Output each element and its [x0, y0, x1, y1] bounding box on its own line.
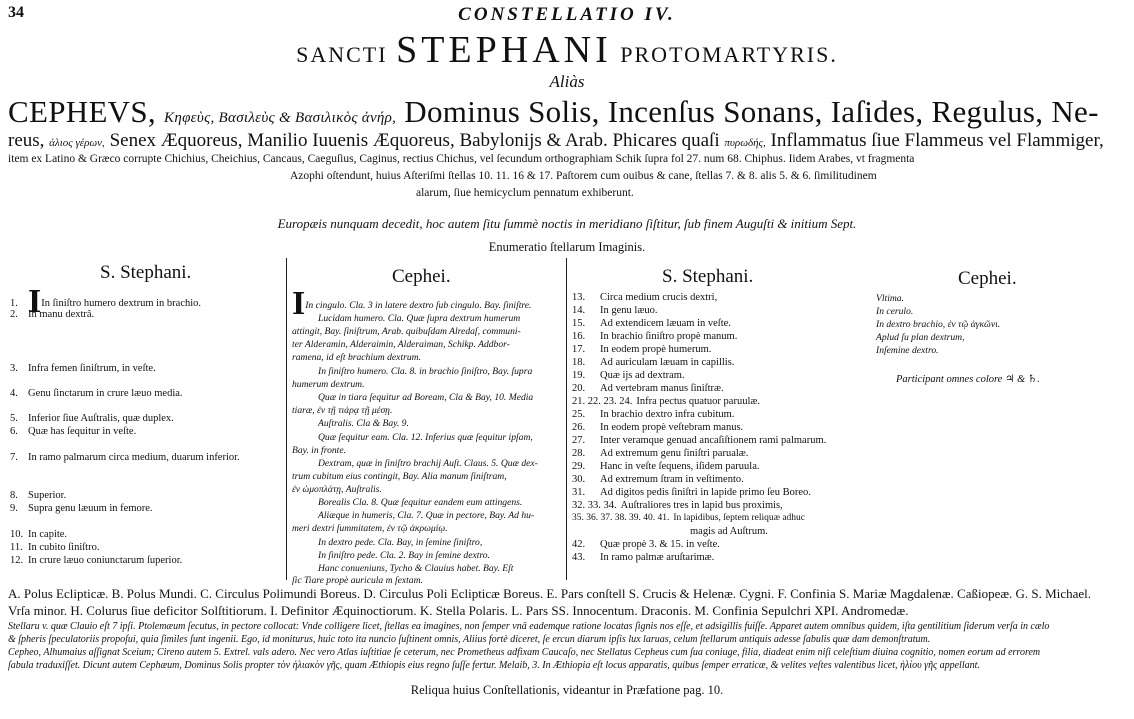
names-line2-start: reus, [8, 130, 45, 151]
column-divider [566, 258, 567, 580]
names-line-1 [8, 94, 1099, 130]
list-item: 13. Circa medium crucis dextri, [572, 292, 718, 303]
names-line-5: alarum, ſiue hemicyclum pennatum exhiberunt. [416, 187, 634, 199]
col4-heading: Cephei. [958, 268, 1017, 289]
citation-line: ἐν ὠμοπλάτῃ, Auſtralis. [292, 484, 382, 495]
names-line2-rest: Senex Æquoreus, Manilio Iuuenis Æquoreus, Babylonijs & Arab. Phicares quaſi [109, 130, 720, 151]
col2-heading: Cephei. [392, 266, 451, 287]
names-line-2 [8, 130, 1104, 152]
list-item: 21. 22. 23. 24. Infra pectus quatuor paruulæ. [572, 396, 761, 407]
note-line: Stellaru v. quæ Clauio eſt 7 ipſi. Ptolemæum ſecutus, in pectore collocat: Vnde colligere licet, ſtellas ea imagines, non ſemper vnâ eademque ratione locatas ſignis nos eſſe, et adsigillis fuiſſe. Apparet autem omnibus quidem, iſta gentilitium ſiderum verſa in cælo [8, 621, 1050, 632]
citation-line: Hanc conueniuns, Tycho & Clauius habet. Bay. Eſt [318, 563, 514, 574]
citation-line: humerum dextrum. [292, 379, 365, 390]
citation-line: IIn cingulo. Cla. 3 in latere dextro ſub cingulo. Bay. ſiniſtre. [292, 285, 532, 322]
name-cepheus: CEPHEVS, [8, 94, 156, 129]
citation-line: Dextram, quæ in ſiniſtro brachij Auſt. Claus. 5. Quæ dex- [318, 458, 538, 469]
list-item: 43. In ramo palmæ aruſtarimæ. [572, 552, 715, 563]
note-line: Cepheo, Alhumaius aſſignat Sceium; Cireno autem 5. Extrel. vals adero. Nec vero Atlas iuſtitiae ſe ceterum, nec Prometheus adfixam Caucaſo, nec Stellatus Cepheus cum ſua coniuge, filia, diadeat enim niſi celeſtium diuina cognitio, nomen eorum ad errorem [8, 647, 1041, 658]
list-item: 28. Ad extremum genu ſiniſtri parualæ. [572, 448, 749, 459]
greek-names-2: ἀλιος γέρων, [49, 137, 105, 149]
greek-names-3: πυρωδής, [724, 137, 766, 149]
list-item: 15. Ad extendicem læuam in veſte. [572, 318, 731, 329]
list-item: 11. In cubito ſiniſtro. [10, 542, 100, 553]
citation-line: Lucidam humero. Cla. Quæ ſupra dextrum humerum [318, 313, 521, 324]
greek-names: Κηφεὺς, Βασιλεὺς & Βασιλικὸς ἀνήρ, [164, 110, 397, 126]
citation-line: ramena, id eſt brachium dextrum. [292, 352, 421, 363]
citation-line: Borealis Cla. 8. Quæ ſequitur eandem eum attingens. [318, 497, 523, 508]
page-title [0, 28, 1134, 72]
citation-line: Quæ ſequitur eam. Cla. 12. Inferius quæ ſequitur ipſam, [318, 432, 533, 443]
citation-line: attingit, Bay. ſiniſtrum, Arab. quibuſdam Alredaſ, communi- [292, 326, 521, 337]
col1-heading: S. Stephani. [100, 262, 192, 283]
list-item: 6. Quæ has ſequitur in veſte. [10, 426, 137, 437]
list-item: 2. In manu dextrâ. [10, 309, 95, 320]
citation-line: trum cubitum eius contingit, Bay. Alia manum ſiniſtram, [292, 471, 507, 482]
citation-line: Auſtralis. Cla & Bay. 9. [318, 418, 409, 429]
citation-line: In ſiniſtro pede. Cla. 2. Bay in ſemine dextro. [318, 550, 490, 561]
citation-line: Aliæque in humeris, Cla. 7. Quæ in pectore, Bay. Ad hu- [318, 510, 535, 521]
citation-line: meri dextri ſummitatem, ἐν τῷ ἀκρωμίῳ. [292, 523, 448, 534]
names-line-4: Azophi oſtendunt, huius Aſteriſmi ſtellas 10. 11. 16 & 17. Paſtorem cum ouibus & cane, ſtellas 7. & 8. alis 5. & 6. ſimilitudinem [290, 170, 877, 182]
citation-line: ter Alderamin, Alderaimin, Alderaiman, Schikp. Addbor- [292, 339, 510, 350]
list-item: 4. Genu ſinctarum in crure læuo media. [10, 388, 183, 399]
citation-line: Bay. in fronte. [292, 445, 347, 456]
names-line2-end: Inflammatus ſiue Flammeus vel Flammiger, [770, 130, 1104, 151]
color-note: Participant omnes colore ♃ & ♄. [896, 374, 1040, 385]
visibility-note: Europæis nunquam decedit, hoc autem ſitu ſummè noctis in meridiano ſiſtitur, ſub finem Auguſti & initium Sept. [277, 216, 857, 231]
list-item: 8. Superior. [10, 490, 67, 501]
list-item: 5. Inferior ſiue Auſtralis, quæ duplex. [10, 413, 174, 424]
list-item: 17. In eodem propè humerum. [572, 344, 712, 355]
citation-line: ſic Tiare propè auricula m ſextam. [292, 575, 423, 586]
list-item: 19. Quæ ijs ad dextram. [572, 370, 685, 381]
enumeration-heading: Enumeratio ſtellarum Imaginis. [488, 240, 646, 254]
title-main: STEPHANI [396, 29, 612, 71]
names-rest: Dominus Solis, Incenſus Sonans, Iaſides, Regulus, Ne- [404, 94, 1099, 129]
final-note: Reliqua huius Conſtellationis, videantur in Præfatione pag. 10. [410, 683, 724, 697]
list-item: 12. In crure læuo coniunctarum ſuperior. [10, 555, 183, 566]
citation-line: In ſiniſtro humero. Cla. 8. in brachio ſiniſtro, Bay. ſupra [318, 366, 533, 377]
column-divider [286, 258, 287, 580]
note-line: ſabula traduxiſſet. Dicunt autem Cephæum, Dominus Solis propter τὸν ἡλιακὸν γῆς, quam Æthiopis eius regno ſuſſe fertur. Melaib, 3. In Æthiopia eſt locus apparatis, quibus ſemper erraticæ, & velites veſtes valentibus licet, ἡλίου γῆς appellant. [8, 660, 980, 671]
list-item: 32. 33. 34. Auſtraliores tres in lapid bus proximis, [572, 500, 783, 511]
list-item: 31. Ad digitos pedis ſiniſtri in lapide primo ſeu Boreo. [572, 487, 811, 498]
list-item: 42. Quæ propè 3. & 15. in veſte. [572, 539, 720, 550]
list-item: 14. In genu læuo. [572, 305, 658, 316]
col3-heading: S. Stephani. [662, 266, 754, 287]
list-item: magis ad Auſtrum. [690, 526, 768, 537]
title-post: PROTOMARTYRIS. [620, 42, 838, 67]
list-item: 20. Ad vertebram manus ſiniſtræ. [572, 383, 724, 394]
list-item: 7. In ramo palmarum circa medium, duarum inferior. [10, 452, 240, 463]
names-line-3: item ex Latino & Græco corrupte Chichius, Cheichius, Cancaus, Caeguſius, Caginus, rectius Chichus, vel ſecundum orthographiam Schik ſupra fol 27. num 68. Chiphus. Iidem Arabes, vt fragmenta [8, 153, 915, 165]
alias-label: Aliàs [549, 72, 585, 91]
citation-line: In dextro pede. Cla. Bay, in ſemine ſiniſtro, [318, 537, 483, 548]
citation-line: Quæ in tiara ſequitur ad Boream, Cla & Bay, 10. Media [318, 392, 534, 403]
constellation-heading: CONSTELLATIO IV. [458, 4, 676, 25]
legend-line: A. Polus Eclipticæ. B. Polus Mundi. C. Circulus Polimundi Boreus. D. Circulus Poli Eclipticæ Boreus. E. Pars conſtell S. Crucis & Helenæ. Cygni. F. Confinia S. Mariæ Magdalenæ. Caßiopeæ. G. S. Michael. [8, 586, 1091, 601]
list-item: 27. Inter veramque genuad ancaſiſtionem rami palmarum. [572, 435, 827, 446]
list-item: 30. Ad extremum ſtram in veſtimento. [572, 474, 744, 485]
title-pre: SANCTI [296, 42, 388, 67]
citation-line: Aplud ſu plan dextrum, [876, 332, 965, 343]
citation-line: In cerulo. [876, 306, 914, 317]
list-item: 1. IIn ſiniſtro humero dextrum in brachio. [10, 283, 202, 320]
citation-line: Vltima. [876, 293, 904, 304]
list-item: 26. In eodem propè veſtebram manus. [572, 422, 744, 433]
citation-line: tiaræ, ἐν τῇ τιάρᾳ τῇ μέσῃ. [292, 405, 393, 416]
citation-line: In dextro brachio, ἐν τῷ ἀγκῶνι. [876, 319, 1001, 330]
note-line: & ſpheris ſpeculatoriis propoſui, quia ſimiles ſunt ingenii. Ego, id moniturus, huic toto ita nuncio ſuſtinent omnis, Aliius fortè diceret, ſe ercun diarum ipſis lux laruas, celum ſtellarum antiquis adesse ſabulis quæ dam demonſtratum. [8, 634, 931, 645]
list-item: 29. Hanc in veſte ſequens, iſidem paruula. [572, 461, 760, 472]
list-item: 35. 36. 37. 38. 39. 40. 41. In lapidibus, ſeptem reliquæ adhuc [572, 513, 806, 523]
list-item: 10. In capite. [10, 529, 68, 540]
list-item: 3. Infra femen ſiniſtrum, in veſte. [10, 363, 156, 374]
list-item: 9. Supra genu læuum in femore. [10, 503, 153, 514]
list-item: 25. In brachio dextro infra cubitum. [572, 409, 735, 420]
page-number: 34 [8, 4, 24, 21]
legend-line: Vrſa minor. H. Colurus ſiue deficitor Solſtitiorum. I. Definitor Æquinoctiorum. K. Stella Polaris. L. Pars SS. Innocentum. Draconis. M. Confinia Sepulchri XPI. Andromedæ. [8, 603, 909, 618]
list-item: 16. In brachio ſiniſtro propè manum. [572, 331, 738, 342]
citation-line: Inſemine dextro. [876, 345, 939, 356]
list-item: 18. Ad auriculam læuam in capillis. [572, 357, 735, 368]
